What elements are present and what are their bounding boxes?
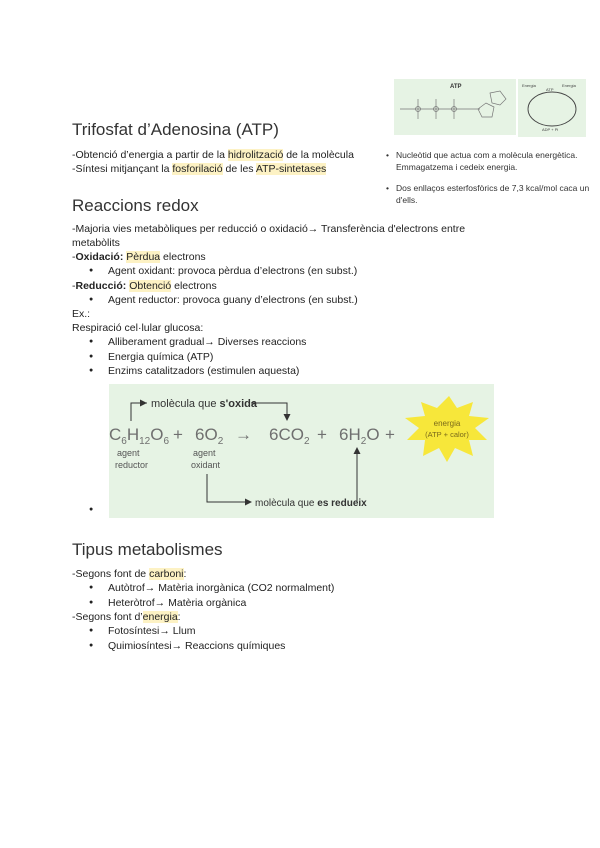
plus-3: +	[385, 425, 395, 444]
glucose-h: H	[126, 425, 140, 444]
carboni-post: :	[183, 568, 187, 580]
glucose-formula	[109, 425, 169, 447]
oxidacio-line	[72, 250, 465, 264]
reduccio-post: electrons	[171, 279, 217, 292]
agent-oxidant-line-1: agent	[193, 448, 216, 458]
redox-intro-line-1: -Majoria vies metabòliques per reducció o oxidació→ Transferència d'electrons entre	[72, 223, 466, 235]
reduction-bracket-left	[207, 474, 249, 502]
reduction-label	[255, 498, 367, 509]
glucose-o: O	[150, 425, 164, 444]
glucose-c-sub: 6	[121, 436, 127, 447]
atp-line-2-mid: de les	[222, 163, 256, 175]
water-sub: 2	[360, 436, 367, 447]
plus-1: +	[173, 425, 183, 444]
redox-intro-line-2: metabòlits	[72, 237, 120, 249]
list-item: ● Energia química (ATP)	[72, 350, 465, 365]
water-h: H	[348, 425, 361, 444]
respiracio-list	[72, 335, 465, 379]
redox-equation-figure	[109, 384, 494, 518]
reduccio-line	[72, 279, 465, 293]
oxygen-formula	[195, 425, 224, 447]
co2-formula	[269, 425, 310, 447]
atp-line-2-highlight-1: fosforilació	[172, 163, 223, 175]
atp-line-1	[72, 148, 354, 162]
oxidacio-label: Oxidació:	[75, 251, 124, 263]
energia-list	[72, 624, 334, 653]
cycle-text-atp: ATP	[546, 87, 554, 92]
atp-line-1-highlight: hidrolització	[227, 149, 284, 161]
glucose-h-sub: 12	[139, 436, 151, 447]
empty-bullet: ●	[89, 506, 94, 513]
list-item: ● Fotosíntesi→ Llum	[72, 624, 334, 639]
sidebar-note-1: • Nucleòtid que actua com a molècula energètica. Emmagatzema i cedeix energia.	[386, 150, 591, 173]
atp-line-2	[72, 162, 326, 176]
atp-cycle-figure	[518, 79, 586, 137]
oxygen-o: O	[204, 425, 218, 444]
reduccio-dash: -	[72, 279, 76, 292]
agent-reductor-line-2: reductor	[115, 460, 149, 470]
redox-body	[72, 222, 465, 379]
list-item: ● Autòtrof→ Matèria inorgànica (CO2 normalment)	[72, 581, 334, 596]
plus-2: +	[317, 425, 327, 444]
carboni-highlight: carboni	[149, 568, 184, 580]
section-title-tipus: Tipus metabolismes	[72, 540, 223, 559]
water-o: O	[366, 425, 380, 444]
oxidation-label-pre: molècula que	[151, 398, 220, 410]
atp-line-2-pre: -Síntesi mitjançant la	[72, 163, 173, 175]
section-title-redox: Reaccions redox	[72, 196, 199, 215]
energia-highlight: energia	[142, 611, 178, 623]
energia-pre: -Segons font d’	[72, 611, 143, 623]
oxidacio-dash: -	[72, 251, 76, 263]
atp-line-2-highlight-2: ATP-sintetases	[255, 163, 327, 175]
agent-oxidant-line-2: oxidant	[191, 460, 221, 470]
co2-coef: 6	[269, 425, 279, 444]
atp-structure-figure	[394, 79, 516, 135]
cycle-ellipse	[528, 92, 576, 126]
carboni-line	[72, 567, 334, 581]
reduccio-label: Reducció:	[75, 279, 127, 292]
section-title-atp: Trifosfat d’Adenosina (ATP)	[72, 120, 279, 139]
co2-co: CO	[278, 425, 304, 444]
oxidacio-post: electrons	[160, 251, 206, 263]
list-item: ● Heteròtrof→ Matèria orgànica	[72, 596, 334, 611]
reduction-label-pre: molècula que	[255, 498, 318, 509]
oxidation-label	[151, 398, 258, 410]
list-item: ● Agent reductor: provoca guany d’electrons (en subst.)	[72, 293, 465, 308]
co2-sub: 2	[303, 436, 310, 447]
list-item: ● Quimiosíntesi→ Reaccions químiques	[72, 639, 334, 654]
water-coef: 6	[339, 425, 349, 444]
cycle-text-adp: ADP + Pi	[542, 127, 559, 132]
atp-cycle-svg	[518, 79, 586, 137]
agent-reductor-line-1: agent	[117, 448, 140, 458]
example-label: Ex.:	[72, 308, 91, 320]
redox-equation-svg	[109, 384, 494, 518]
energia-post: :	[177, 611, 181, 623]
reduccio-list	[72, 293, 465, 308]
carboni-list	[72, 581, 334, 610]
oxidacio-list	[72, 264, 465, 279]
atp-figure-label: ATP	[450, 84, 462, 90]
list-item: ● Agent oxidant: provoca pèrdua d’electrons (en subst.)	[72, 264, 465, 279]
energia-line	[72, 610, 334, 624]
oxidation-bracket-left	[131, 403, 147, 421]
oxygen-sub: 2	[217, 436, 224, 447]
glucose-c: C	[109, 425, 122, 444]
sidebar-note-2: • Dos enllaços esterfosfòrics de 7,3 kcal/mol caca un d'ells.	[386, 183, 591, 206]
energy-label-2: (ATP + calor)	[425, 430, 469, 439]
respiracio-label: Respiració cel·lular glucosa:	[72, 322, 204, 334]
oxidacio-highlight: Pèrdua	[126, 251, 161, 263]
phosphate-chain	[400, 91, 506, 119]
cycle-text-energy-in: Energia	[522, 83, 536, 88]
reduction-label-bold: es redueix	[317, 498, 367, 509]
glucose-o-sub: 6	[163, 436, 170, 447]
oxidation-label-bold: s'oxida	[219, 398, 257, 410]
water-formula	[339, 425, 380, 447]
atp-line-1-post: de la molècula	[283, 149, 354, 161]
carboni-pre: -Segons font de	[72, 568, 150, 580]
sidebar-notes	[386, 150, 591, 206]
cycle-text-energy-out: Energia	[562, 83, 576, 88]
tipus-body	[72, 567, 334, 653]
reaction-arrow: →	[235, 425, 252, 444]
reduccio-highlight: Obtenció	[129, 279, 172, 292]
list-item: ● Alliberament gradual→ Diverses reaccions	[72, 335, 465, 350]
energy-label-1: energia	[433, 419, 461, 428]
atp-line-1-pre: -Obtenció d’energia a partir de la	[72, 149, 228, 161]
list-item: ● Enzims catalitzadors (estimulen aquesta)	[72, 364, 465, 379]
oxygen-coef: 6	[195, 425, 205, 444]
equation-line	[109, 425, 395, 448]
energy-burst	[405, 396, 489, 462]
atp-structure-svg	[394, 79, 516, 135]
